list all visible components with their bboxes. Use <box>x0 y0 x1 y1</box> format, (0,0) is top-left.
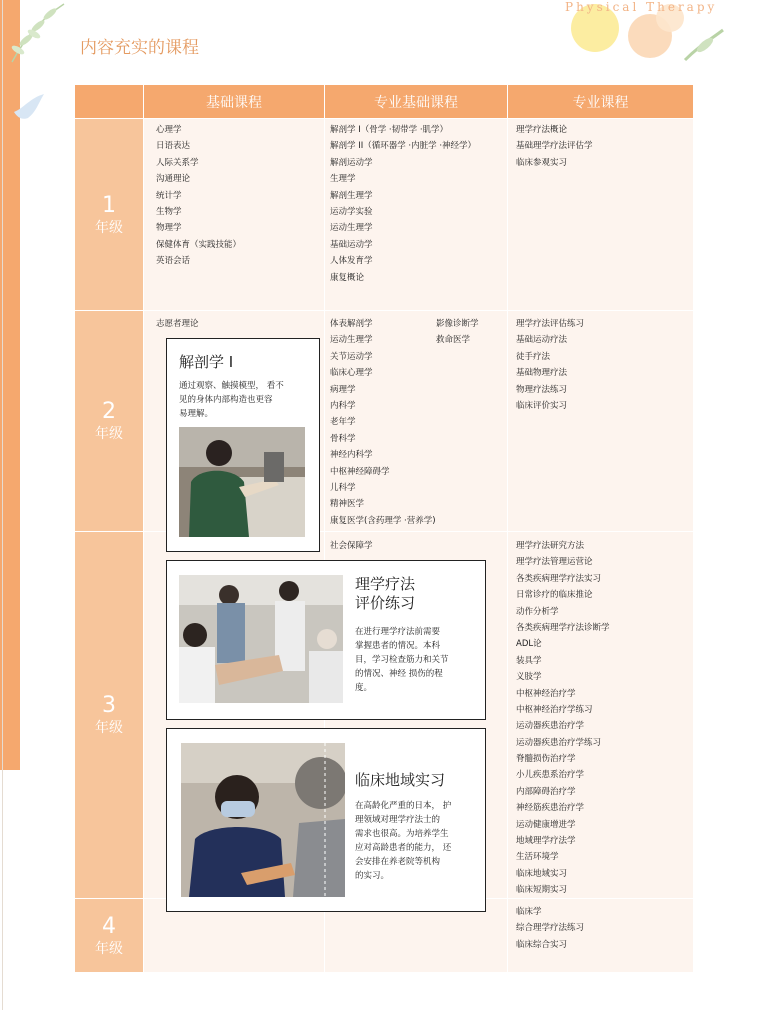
evaluation-practice-photo <box>179 575 343 703</box>
card-text-line: 理领域对理学疗法士的 <box>355 815 441 825</box>
card-text-line: 掌握患者的情况。本科 <box>355 641 441 651</box>
course-item: 英语会话 <box>156 256 191 267</box>
course-item: 临床参观实习 <box>516 157 568 168</box>
course-item: 地域理学疗法学 <box>516 836 576 847</box>
course-item: 儿科学 <box>330 482 356 493</box>
card-title-line: 理学疗法 <box>355 575 416 593</box>
course-item: 理学疗法管理运营论 <box>516 557 593 568</box>
card-text-line: 目，学习检查筋力和关节 <box>355 655 449 665</box>
card-text <box>355 799 479 883</box>
course-item: 物理学 <box>156 223 182 234</box>
feature-card-clinical <box>166 728 486 912</box>
card-title: 解剖学 I <box>179 353 234 371</box>
course-list-y2-prof-basic-b <box>436 316 479 349</box>
course-list-y1-prof <box>516 122 593 171</box>
course-item: 运动器疾患治疗学练习 <box>516 737 602 748</box>
course-item: 中枢神经治疗学练习 <box>516 704 593 715</box>
course-item: 保健体育（实践技能） <box>156 239 242 250</box>
course-list-y3-prof-basic <box>330 538 373 554</box>
year-number: 3 <box>102 693 116 718</box>
course-item: 各类疾病理学疗法诊断学 <box>516 622 610 633</box>
course-item: 动作分析学 <box>516 606 559 617</box>
course-item: 神经内科学 <box>330 450 373 461</box>
card-text-line: 易理解。 <box>179 409 214 419</box>
feature-card-anatomy <box>166 338 320 552</box>
course-list-y4-prof <box>516 904 584 953</box>
clinical-practice-photo <box>181 743 345 897</box>
course-item: 中枢神经治疗学 <box>516 688 576 699</box>
course-item: 内部障碍治疗学 <box>516 786 576 797</box>
year-1 <box>75 119 143 310</box>
card-text-line: 的情况、神经 损伤的程 <box>355 669 443 679</box>
course-item: 影像诊断学 <box>436 319 479 329</box>
course-item: 沟通理论 <box>156 174 191 185</box>
course-item: 老年学 <box>330 417 356 428</box>
card-text <box>179 379 314 421</box>
course-item: 义肢学 <box>516 672 542 683</box>
course-item: 心理学 <box>156 125 182 135</box>
course-item: 运动器疾患治疗学 <box>516 721 585 732</box>
header-prof-basic: 专业基础课程 <box>325 85 507 118</box>
course-item: 关节运动学 <box>330 351 373 362</box>
page-title: 内容充实的课程 <box>80 38 199 58</box>
course-item: 生物学 <box>156 206 182 217</box>
course-list-y2-basic <box>156 316 199 332</box>
course-item: 解剖学 II（循环器学 ·内脏学 ·神经学） <box>330 141 477 152</box>
side-divider <box>2 0 3 1010</box>
feature-card-evaluation <box>166 560 486 720</box>
card-title <box>355 575 415 613</box>
course-list-y2-prof-basic-a <box>330 316 436 529</box>
course-item: 理学疗法概论 <box>516 125 568 135</box>
course-list-y2-prof <box>516 316 584 414</box>
course-item: 装具学 <box>516 655 542 666</box>
bird-decoration-icon <box>10 90 50 130</box>
course-item: 脊髓损伤治疗学 <box>516 754 576 765</box>
course-item: 运动学实验 <box>330 206 373 217</box>
year-3 <box>75 532 143 898</box>
year-label: 年级 <box>95 219 123 236</box>
course-item: 物理疗法练习 <box>516 384 568 395</box>
course-item: 徒手疗法 <box>516 351 551 362</box>
course-item: 康复医学(含药理学 ·营养学) <box>330 515 436 526</box>
course-item: 运动生理学 <box>330 335 373 346</box>
course-item: 解剖运动学 <box>330 157 373 168</box>
course-item: 日语表达 <box>156 141 191 152</box>
course-item: 基础运动疗法 <box>516 335 568 346</box>
header-prof: 专业课程 <box>508 85 693 118</box>
card-text-line: 应对高龄患者的能力， 还 <box>355 843 452 853</box>
course-item: 人体发育学 <box>330 256 373 267</box>
anatomy-class-photo <box>179 427 305 537</box>
course-item: 基础运动学 <box>330 239 373 250</box>
year-number: 4 <box>102 913 116 939</box>
year-label: 年级 <box>95 940 123 957</box>
card-title: 临床地域实习 <box>355 771 446 789</box>
course-item: 体表解剖学 <box>330 319 373 329</box>
course-item: 各类疾病理学疗法实习 <box>516 573 602 584</box>
card-text-line: 在进行理学疗法前需要 <box>355 627 441 637</box>
course-item: 内科学 <box>330 400 356 411</box>
course-item: 理学疗法研究方法 <box>516 541 585 551</box>
course-item: 康复概论 <box>330 272 365 283</box>
card-title-line: 评价练习 <box>355 594 416 612</box>
year-4 <box>75 899 143 972</box>
card-text-line: 需求也很高。为培养学生 <box>355 829 449 839</box>
course-item: 临床学 <box>516 907 542 917</box>
course-item: 人际关系学 <box>156 157 199 168</box>
course-item: 生理学 <box>330 174 356 185</box>
card-text <box>355 625 479 695</box>
course-item: 病理学 <box>330 384 356 395</box>
card-text-line: 通过观察、触摸模型， 看不 <box>179 381 284 391</box>
course-item: 日常诊疗的临床推论 <box>516 590 593 601</box>
year-label: 年级 <box>95 426 123 442</box>
course-item: 临床地域实习 <box>516 868 568 879</box>
course-list-y3-prof <box>516 538 610 899</box>
course-item: 运动生理学 <box>330 223 373 234</box>
course-item: 临床综合实习 <box>516 939 568 950</box>
course-item: 理学疗法评估练习 <box>516 319 585 329</box>
course-item: 临床心理学 <box>330 368 373 379</box>
course-item: 神经筋疾患治疗学 <box>516 803 585 814</box>
card-text-line: 度。 <box>355 683 373 693</box>
course-item: 小儿疾患系治疗学 <box>516 770 585 781</box>
course-item: 精神医学 <box>330 499 365 510</box>
leaf-decoration-icon <box>4 0 74 70</box>
course-item: ADL论 <box>516 639 542 650</box>
course-item: 生活环境学 <box>516 852 559 863</box>
course-item: 综合理学疗法练习 <box>516 923 585 934</box>
course-item: 解剖生理学 <box>330 190 373 201</box>
course-item: 基础物理疗法 <box>516 368 568 379</box>
year-number: 1 <box>102 192 116 218</box>
brand-text: Physical Therapy <box>565 0 718 14</box>
card-text-line: 的实习。 <box>355 871 390 881</box>
course-item: 骨科学 <box>330 433 356 444</box>
header-corner <box>75 85 143 118</box>
year-2 <box>75 311 143 531</box>
course-list-y1-prof-basic <box>330 122 476 286</box>
course-item: 临床评价实习 <box>516 400 568 411</box>
course-item: 基础理学疗法评估学 <box>516 141 593 152</box>
course-item: 救命医学 <box>436 335 471 346</box>
course-item: 临床短期实习 <box>516 885 568 896</box>
card-text-line: 会安排在养老院等机构 <box>355 857 441 867</box>
course-item: 解剖学 I（骨学 ·韧带学 ·肌学） <box>330 125 449 135</box>
year-label: 年级 <box>95 720 123 736</box>
card-text-line: 见的身体内部构造也更容 <box>179 395 273 405</box>
year-number: 2 <box>102 399 116 424</box>
course-item: 运动健康增进学 <box>516 819 576 830</box>
header-basic: 基础课程 <box>144 85 324 118</box>
course-item: 统计学 <box>156 190 182 201</box>
course-item: 志愿者理论 <box>156 319 199 329</box>
course-list-y1-basic <box>156 122 241 270</box>
course-item: 社会保障学 <box>330 541 373 551</box>
card-text-line: 在高龄化严重的日本， 护 <box>355 801 452 811</box>
course-item: 中枢神经障碍学 <box>330 466 390 477</box>
